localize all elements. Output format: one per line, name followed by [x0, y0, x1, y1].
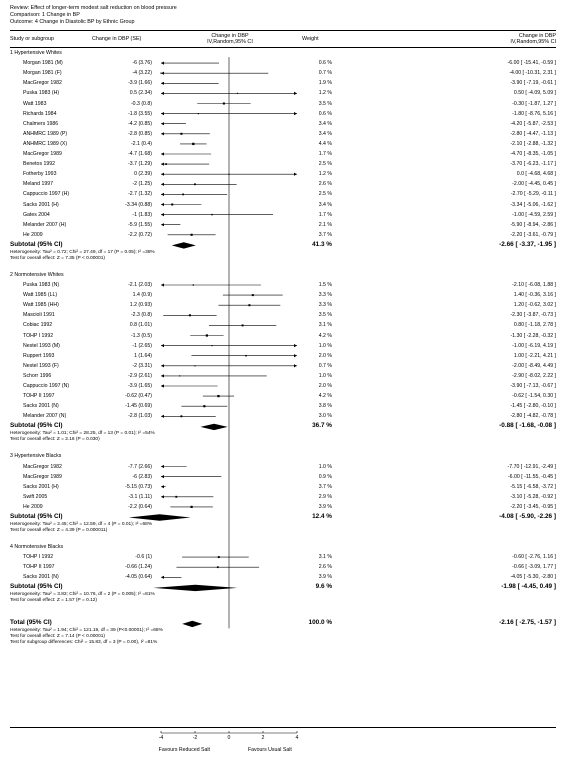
study-weight: 2.0 % — [318, 352, 332, 359]
study-name: Puska 1983 (H) — [23, 90, 60, 97]
study-weight: 4.4 % — [318, 140, 332, 147]
overall-effect-text: Test for overall effect: Z = 2.16 (P = 0.030) — [10, 437, 100, 443]
study-point — [191, 506, 193, 508]
study-weight: 0.6 % — [318, 60, 332, 67]
study-weight: 3.9 % — [318, 574, 332, 581]
column-study: Study or subgroup — [10, 36, 55, 42]
study-weight: 3.3 % — [318, 302, 332, 309]
study-estimate: 0.8 (1.01) — [129, 322, 152, 329]
total-weight: 100.0 % — [308, 619, 332, 627]
subtotal-diamond — [129, 514, 191, 520]
study-point — [189, 314, 191, 316]
study-ci: -1.00 [ -4.59, 2.59 ] — [512, 211, 556, 218]
study-ci: 1.00 [ -2.21, 4.21 ] — [513, 352, 556, 359]
study-ci: -3.10 [ -5.28, -0.92 ] — [510, 493, 556, 500]
study-name: Ruppert 1993 — [23, 352, 55, 359]
study-weight: 3.5 % — [318, 312, 332, 319]
study-estimate: -2.9 (2.61) — [128, 372, 152, 379]
study-name: Cappuccio 1997 (H) — [23, 191, 70, 198]
study-ci: -2.80 [ -4.82, -0.78 ] — [510, 413, 556, 420]
column-plot-title: Change in DBP — [211, 33, 249, 39]
subtotal-label: Subtotal (95% CI) — [10, 240, 63, 248]
total-heterogeneity-text: Heterogeneity: Tau² = 1.94; Chi² = 121.19, df = 39 (P<0.00001); I² =68% — [10, 628, 163, 634]
study-arrow-left — [161, 132, 164, 135]
study-arrow-left — [161, 223, 164, 226]
study-weight: 4.2 % — [318, 393, 332, 400]
study-name: MacGregor 1989 — [23, 151, 62, 157]
subtotal-diamond — [200, 424, 227, 430]
study-estimate: 1 (1.64) — [134, 352, 152, 359]
study-name: Richards 1984 — [23, 110, 57, 117]
study-name: TOHP II 1997 — [23, 564, 55, 571]
subtotal-label: Subtotal (95% CI) — [10, 422, 63, 430]
subtotal-ci: -2.66 [ -3.37, -1.95 ] — [499, 240, 556, 248]
study-estimate: -1.45 (0.69) — [125, 403, 152, 410]
study-name: Sacks 2001 (H) — [23, 483, 59, 490]
study-name: MacGregor 1982 — [23, 463, 62, 470]
study-ci: -3.34 [ -5.06, -1.62 ] — [510, 201, 556, 208]
study-ci: -2.20 [ -3.61, -0.79 ] — [510, 231, 556, 238]
study-estimate: -1 (2.65) — [132, 342, 152, 349]
total-ci: -2.16 [ -2.75, -1.57 ] — [499, 619, 556, 627]
study-arrow-right — [294, 354, 297, 357]
subtotal-ci: -0.88 [ -1.68, -0.08 ] — [499, 422, 556, 430]
study-weight: 3.8 % — [318, 403, 332, 410]
study-name: Gates 2004 — [23, 211, 50, 218]
study-estimate: -7.7 (2.66) — [128, 463, 152, 470]
study-estimate: -2.1 (0.4) — [130, 140, 152, 147]
study-name: Watt 1985 (HH) — [23, 302, 59, 309]
study-weight: 3.4 % — [318, 201, 332, 208]
study-name: Cobiac 1992 — [23, 322, 53, 329]
study-ci: -3.70 [ -6.23, -1.17 ] — [510, 161, 556, 168]
study-point — [171, 203, 173, 205]
study-weight: 2.1 % — [318, 221, 332, 228]
study-name: Fotherby 1993 — [23, 171, 57, 178]
study-arrow-left — [161, 213, 164, 216]
study-weight: 0.7 % — [318, 70, 332, 77]
study-arrow-left — [161, 475, 164, 478]
study-ci: -2.20 [ -3.45, -0.95 ] — [510, 503, 556, 510]
study-point — [211, 345, 212, 346]
study-estimate: -0.62 (0.47) — [125, 393, 152, 400]
study-name: Watt 1983 — [23, 100, 47, 107]
study-arrow-right — [294, 112, 297, 115]
study-estimate: -3.1 (1.11) — [128, 493, 152, 500]
study-point — [218, 556, 220, 558]
study-point — [206, 334, 208, 336]
study-estimate: -2.8 (0.85) — [128, 130, 152, 137]
subgroup-differences-text: Test for subgroup differences: Chi² = 15.83, df = 3 (P = 0.00), I² =81% — [10, 640, 158, 646]
study-weight: 1.0 % — [318, 463, 332, 470]
study-ci: 0.50 [ -4.09, 5.09 ] — [513, 90, 556, 97]
study-ci: 0.80 [ -1.18, 2.78 ] — [513, 322, 556, 329]
study-weight: 2.5 % — [318, 191, 332, 198]
study-estimate: 1.4 (0.9) — [132, 292, 152, 299]
overall-effect-text: Test for overall effect: Z = 4.39 (P = 0.000011) — [10, 528, 108, 533]
subtotal-label: Subtotal (95% CI) — [10, 583, 63, 591]
study-point — [162, 385, 164, 387]
study-point — [175, 496, 177, 498]
study-name: Watt 1985 (LL) — [23, 292, 58, 299]
study-weight: 2.5 % — [318, 161, 332, 168]
study-name: Benetos 1992 — [23, 161, 56, 168]
study-weight: 1.7 % — [318, 151, 332, 157]
study-point — [182, 194, 184, 196]
study-arrow-left — [161, 364, 164, 367]
overall-effect-text: Test for overall effect: Z = 1.57 (P = 0.12) — [10, 598, 98, 604]
subtotal-weight: 41.3 % — [312, 240, 332, 248]
study-ci: -6.00 [ -11.55, -0.45 ] — [507, 473, 556, 480]
study-name: TOHP II 1997 — [23, 393, 55, 400]
study-name: Morgan 1981 (F) — [23, 70, 62, 77]
subtotal-weight: 9.6 % — [315, 583, 332, 591]
study-weight: 1.2 % — [318, 171, 332, 178]
study-weight: 2.9 % — [318, 493, 332, 500]
study-arrow-left — [161, 495, 164, 498]
study-ci: -0.60 [ -2.76, 1.16 ] — [512, 554, 556, 561]
study-estimate: -4.7 (1.68) — [128, 151, 152, 157]
study-estimate: -3.9 (1.65) — [128, 383, 152, 389]
study-arrow-right — [294, 364, 297, 367]
study-ci: -4.00 [ -10.31, 2.31 ] — [509, 70, 556, 77]
study-point — [160, 73, 161, 74]
study-name: MacGregor 1989 — [23, 473, 62, 480]
study-estimate: -6 (2.83) — [132, 473, 152, 480]
x-tick-label: 0 — [227, 735, 231, 741]
study-ci: -3.90 [ -7.19, -0.61 ] — [510, 80, 556, 87]
study-estimate: -6 (3.76) — [132, 60, 152, 67]
study-ci: -3.90 [ -7.13, -0.67 ] — [510, 383, 556, 389]
total-label: Total (95% CI) — [10, 619, 52, 627]
study-weight: 2.6 % — [318, 181, 332, 188]
study-estimate: -0.66 (1.24) — [125, 564, 152, 571]
study-arrow-left — [161, 415, 164, 418]
column-change-se: Change in DBP (SE) — [92, 36, 142, 42]
study-ci: -2.80 [ -4.47, -1.13 ] — [510, 130, 556, 137]
study-name: Melander 2007 (N) — [23, 413, 67, 420]
overall-effect-text: Test for overall effect: Z = 7.35 (P < 0.00001) — [10, 255, 106, 261]
group-title: 4 Normotensive Blacks — [10, 544, 64, 550]
study-estimate: -3.7 (1.29) — [128, 161, 152, 168]
study-name: Meland 1997 — [23, 181, 53, 188]
study-estimate: -5.9 (1.55) — [128, 221, 152, 228]
study-weight: 3.9 % — [318, 503, 332, 510]
study-name: He 2009 — [23, 231, 43, 238]
study-weight: 3.7 % — [318, 231, 332, 238]
comparison-title: Comparison: 1 Change in BP — [10, 12, 80, 18]
study-weight: 0.7 % — [318, 362, 332, 369]
study-point — [245, 355, 247, 357]
group-title: 1 Hypertensive Whites — [10, 50, 62, 56]
study-ci: -2.10 [ -6.08, 1.88 ] — [512, 282, 556, 288]
study-estimate: -2.7 (1.32) — [128, 191, 152, 198]
subtotal-ci: -1.98 [ -4.45, 0.49 ] — [501, 583, 556, 591]
x-tick-label: -2 — [192, 735, 198, 741]
study-arrow-left — [161, 163, 164, 166]
x-tick-label: 4 — [295, 735, 299, 741]
study-arrow-left — [161, 173, 164, 176]
heterogeneity-text: Heterogeneity: Tau² = 1.01; Chi² = 28.25, df = 13 (P = 0.01); I² =54% — [10, 431, 155, 437]
study-point — [252, 294, 254, 296]
study-weight: 3.0 % — [318, 413, 332, 420]
study-weight: 4.2 % — [318, 332, 332, 339]
study-ci: -5.90 [ -8.94, -2.86 ] — [510, 221, 556, 228]
study-name: MacGregor 1982 — [23, 80, 62, 87]
study-estimate: 1.2 (0.93) — [129, 302, 152, 309]
study-ci: -1.30 [ -2.28, -0.32 ] — [510, 332, 556, 339]
study-name: Nestel 1993 (M) — [23, 342, 60, 349]
axis-left-label: Favours Reduced Salt — [158, 747, 210, 753]
study-point — [192, 143, 194, 145]
study-ci: 1.20 [ -0.62, 3.02 ] — [513, 302, 556, 309]
study-ci: -4.20 [ -5.87, -2.53 ] — [510, 120, 556, 127]
study-weight: 3.7 % — [318, 483, 332, 490]
study-ci: -2.00 [ -4.45, 0.45 ] — [512, 181, 556, 188]
group-title: 3 Hypertensive Blacks — [10, 453, 62, 460]
study-weight: 2.6 % — [318, 564, 332, 571]
study-point — [180, 133, 182, 135]
subtotal-ci: -4.08 [ -5.90, -2.26 ] — [499, 513, 556, 520]
study-estimate: -2.1 (2.03) — [128, 282, 152, 288]
study-estimate: 0.5 (2.34) — [129, 90, 152, 97]
study-weight: 0.6 % — [318, 110, 332, 117]
study-name: Swift 2005 — [23, 493, 48, 500]
study-ci: -0.66 [ -3.09, 1.77 ] — [512, 564, 556, 571]
study-point — [193, 284, 194, 285]
axis-right-label: Favours Usual Salt — [248, 747, 292, 753]
study-point — [179, 375, 180, 376]
study-name: He 2009 — [23, 503, 43, 510]
study-estimate: -4 (3.22) — [132, 70, 152, 77]
study-weight: 3.4 % — [318, 130, 332, 137]
study-ci: -1.80 [ -8.76, 5.16 ] — [512, 110, 556, 117]
study-estimate: -5.15 (0.73) — [125, 483, 152, 490]
study-name: Sacks 2001 (N) — [23, 574, 59, 581]
column-ci-subtitle: IV,Random,95% CI — [510, 39, 556, 45]
subtotal-weight: 12.4 % — [312, 513, 332, 520]
study-weight: 1.5 % — [318, 282, 332, 288]
study-arrow-right — [294, 92, 297, 95]
study-estimate: -2.2 (0.72) — [128, 231, 152, 238]
study-arrow-left — [161, 152, 164, 155]
study-weight: 3.1 % — [318, 554, 332, 561]
heterogeneity-text: Heterogeneity: Tau² = 0.72; Chi² = 27.49, df = 17 (P = 0.05); I² =38% — [10, 249, 155, 255]
study-arrow-left — [161, 485, 164, 488]
study-ci: -4.70 [ -8.35, -1.05 ] — [510, 151, 556, 157]
study-weight: 2.0 % — [318, 383, 332, 389]
study-name: Cappuccio 1997 (N) — [23, 383, 70, 389]
total-diamond — [182, 621, 202, 627]
study-arrow-left — [161, 193, 164, 196]
study-name: Sacks 2001 (H) — [23, 201, 59, 208]
study-point — [162, 83, 164, 85]
study-point — [217, 395, 219, 397]
study-estimate: -1.8 (3.55) — [128, 110, 152, 117]
study-estimate: -2.3 (0.8) — [130, 312, 152, 319]
total-overall-effect-text: Test for overall effect: Z = 7.14 (P < 0.00001) — [10, 634, 106, 640]
study-estimate: -2 (3.31) — [132, 362, 152, 369]
study-point — [223, 102, 225, 104]
study-name: ANHMRC 1989 (P) — [23, 130, 68, 137]
study-point — [165, 163, 167, 165]
study-weight: 3.1 % — [318, 322, 332, 329]
study-name: Morgan 1981 (M) — [23, 60, 63, 67]
study-name: Sacks 2001 (N) — [23, 403, 59, 410]
study-weight: 1.9 % — [318, 80, 332, 87]
study-estimate: -4.05 (0.64) — [125, 574, 152, 581]
study-weight: 1.7 % — [318, 211, 332, 218]
column-ci-title: Change in DBP — [518, 33, 556, 39]
study-name: Nestel 1993 (F) — [23, 362, 59, 369]
study-point — [191, 234, 193, 236]
study-estimate: -2.2 (0.64) — [128, 503, 152, 510]
study-ci: -6.00 [ -15.41, -0.59 ] — [507, 60, 556, 67]
study-arrow-left — [161, 374, 164, 377]
study-estimate: -4.2 (0.85) — [128, 120, 152, 127]
study-arrow-left — [161, 183, 164, 186]
study-weight: 3.3 % — [318, 292, 332, 299]
study-point — [242, 324, 244, 326]
study-weight: 3.4 % — [318, 120, 332, 127]
study-point — [217, 566, 219, 568]
study-point — [180, 415, 182, 417]
study-name: Schorr 1996 — [23, 372, 52, 379]
study-estimate: -1 (1.83) — [132, 211, 152, 218]
study-ci: -7.70 [ -12.91, -2.49 ] — [507, 463, 556, 470]
study-ci: -1.00 [ -6.19, 4.19 ] — [512, 342, 556, 349]
study-point — [237, 93, 238, 94]
study-arrow-left — [161, 62, 164, 65]
subtotal-diamond — [172, 242, 196, 248]
study-ci: -0.62 [ -1.54, 0.30 ] — [512, 393, 556, 400]
study-ci: -2.10 [ -2.88, -1.32 ] — [510, 140, 556, 147]
study-arrow-left — [161, 122, 164, 125]
study-ci: 0.0 [ -4.68, 4.68 ] — [516, 171, 556, 178]
study-arrow-left — [161, 92, 164, 95]
study-estimate: -2 (1.25) — [132, 181, 152, 188]
study-estimate: -0.6 (1) — [135, 554, 152, 561]
study-weight: 1.2 % — [318, 90, 332, 97]
study-point — [211, 214, 212, 215]
subtotal-label: Subtotal (95% CI) — [10, 513, 63, 520]
subtotal-weight: 36.7 % — [312, 422, 332, 430]
study-name: Melander 2007 (H) — [23, 221, 67, 228]
study-ci: -2.00 [ -8.49, 4.49 ] — [512, 362, 556, 369]
study-arrow-left — [161, 203, 164, 206]
study-point — [194, 183, 196, 185]
study-name: Mascioli 1991 — [23, 312, 55, 319]
study-weight: 0.9 % — [318, 473, 332, 480]
study-name: TOHP I 1992 — [23, 332, 54, 339]
column-weight: Weight — [302, 36, 319, 42]
study-arrow-left — [161, 344, 164, 347]
study-estimate: 0 (2.39) — [134, 171, 152, 178]
heterogeneity-text: Heterogeneity: Tau² = 2.45; Chi² = 12.59, df = 4 (P = 0.01); I² =68% — [10, 522, 153, 527]
study-ci: 1.40 [ -0.36, 3.16 ] — [513, 292, 556, 299]
study-estimate: -1.3 (0.5) — [130, 332, 152, 339]
study-point — [203, 405, 205, 407]
x-tick-label: 2 — [261, 735, 265, 741]
heterogeneity-text: Heterogeneity: Tau² = 3.83; Chi² = 10.76, df = 2 (P = 0.005); I² =81% — [10, 592, 155, 598]
study-arrow-right — [294, 173, 297, 176]
outcome-title: Outcome: 4 Change in Diastolic BP by Ethnic Group — [10, 19, 135, 25]
study-arrow-left — [161, 283, 164, 286]
x-tick-label: -4 — [158, 735, 164, 741]
study-ci: -4.05 [ -5.30, -2.80 ] — [510, 574, 556, 581]
study-point — [248, 304, 250, 306]
study-estimate: -3.9 (1.66) — [128, 80, 152, 87]
study-arrow-left — [161, 576, 164, 579]
study-name: Puska 1983 (N) — [23, 282, 60, 288]
study-ci: -0.30 [ -1.87, 1.27 ] — [512, 100, 556, 107]
study-ci: -1.45 [ -2.80, -0.10 ] — [510, 403, 556, 410]
study-weight: 3.5 % — [318, 100, 332, 107]
study-estimate: -0.3 (0.8) — [130, 100, 152, 107]
subtotal-diamond — [153, 585, 237, 591]
study-name: TOHP I 1992 — [23, 554, 54, 561]
study-weight: 1.0 % — [318, 372, 332, 379]
study-name: Chalmers 1986 — [23, 120, 59, 127]
study-estimate: -2.8 (1.03) — [128, 413, 152, 420]
study-point — [198, 113, 199, 114]
study-name: ANHMRC 1989 (X) — [23, 140, 68, 147]
study-point — [194, 365, 195, 366]
study-arrow-left — [161, 112, 164, 115]
study-estimate: -3.34 (0.88) — [125, 201, 152, 208]
group-title: 2 Normotensive Whites — [10, 271, 64, 278]
study-ci: -2.90 [ -8.02, 2.22 ] — [512, 372, 556, 379]
study-arrow-right — [294, 344, 297, 347]
study-weight: 1.0 % — [318, 342, 332, 349]
study-ci: -5.15 [ -6.58, -3.72 ] — [510, 483, 556, 490]
study-arrow-left — [161, 465, 164, 468]
review-title: Review: Effect of longer-term modest salt reduction on blood pressure — [10, 5, 177, 11]
column-plot-subtitle: IV,Random,95% CI — [207, 39, 253, 45]
study-ci: -2.30 [ -3.87, -0.73 ] — [510, 312, 556, 319]
study-ci: -2.70 [ -5.29, -0.11 ] — [510, 191, 556, 198]
bottom-rule — [10, 727, 556, 728]
